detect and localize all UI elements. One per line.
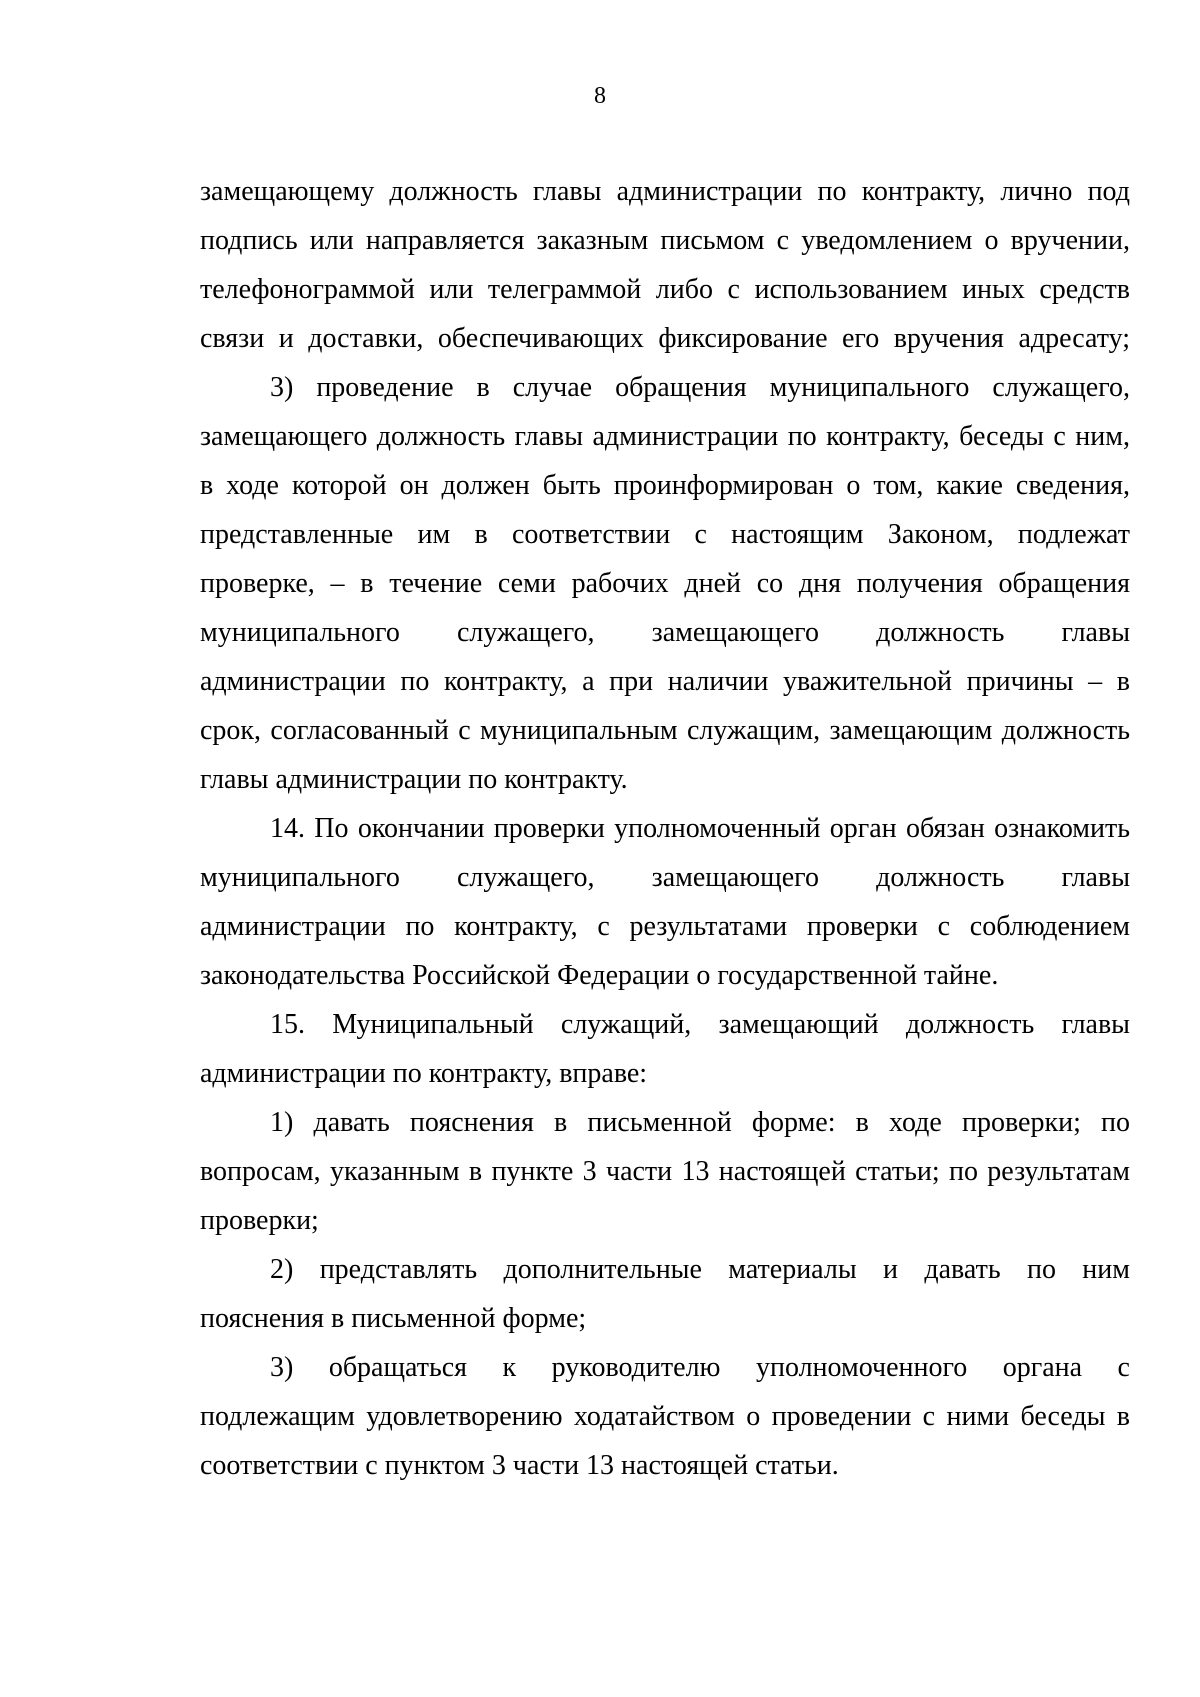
text-line: вопросам, указанным в пункте 3 части 13 настоящей статьи; по результатам	[200, 1156, 1130, 1187]
text-line: муниципального служащего, замещающего должность главы	[200, 617, 1130, 648]
text-line: телефонограммой или телеграммой либо с использованием иных средств	[200, 274, 1130, 305]
text-line: 14. По окончании проверки уполномоченный орган обязан ознакомить	[270, 813, 1130, 844]
text-line: подпись или направляется заказным письмом с уведомлением о вручении,	[200, 225, 1130, 256]
text-line: администрации по контракту, а при наличии уважительной причины – в	[200, 666, 1130, 697]
text-line: подлежащим удовлетворению ходатайством о проведении с ними беседы в	[200, 1401, 1130, 1432]
text-line: замещающего должность главы администрации по контракту, беседы с ним,	[200, 421, 1130, 452]
text-line: 15. Муниципальный служащий, замещающий должность главы	[270, 1009, 1130, 1040]
text-line: администрации по контракту, вправе:	[200, 1058, 648, 1089]
text-line: администрации по контракту, с результатами проверки с соблюдением	[200, 911, 1130, 942]
paragraph-subitem-2	[200, 1245, 1130, 1343]
text-line: пояснения в письменной форме;	[200, 1303, 587, 1334]
paragraph-section-15	[200, 1000, 1130, 1098]
text-line: законодательства Российской Федерации о государственной тайне.	[200, 960, 999, 991]
text-line: 1) давать пояснения в письменной форме: в ходе проверки; по	[270, 1107, 1130, 1138]
text-line: соответствии с пунктом 3 части 13 настоящей статьи.	[200, 1450, 839, 1481]
text-line: замещающему должность главы администрации по контракту, лично под	[200, 176, 1130, 207]
page-number: 8	[594, 83, 606, 109]
document-body	[200, 167, 1130, 1490]
text-line: проверке, – в течение семи рабочих дней со дня получения обращения	[200, 568, 1130, 599]
paragraph-section-14	[200, 804, 1130, 1000]
text-line: 3) проведение в случае обращения муниципального служащего,	[270, 372, 1130, 403]
text-line: 2) представлять дополнительные материалы и давать по ним	[270, 1254, 1130, 1285]
text-line: главы администрации по контракту.	[200, 764, 628, 795]
text-line: проверки;	[200, 1205, 319, 1236]
paragraph-continuation	[200, 167, 1130, 363]
paragraph-item-3	[200, 363, 1130, 804]
paragraph-subitem-1	[200, 1098, 1130, 1245]
text-line: в ходе которой он должен быть проинформирован о том, какие сведения,	[200, 470, 1130, 501]
text-line: связи и доставки, обеспечивающих фиксирование его вручения адресату;	[200, 323, 1130, 354]
text-line: представленные им в соответствии с настоящим Законом, подлежат	[200, 519, 1130, 550]
text-line: срок, согласованный с муниципальным служащим, замещающим должность	[200, 715, 1130, 746]
text-line: 3) обращаться к руководителю уполномоченного органа с	[270, 1352, 1130, 1383]
paragraph-subitem-3	[200, 1343, 1130, 1490]
text-line: муниципального служащего, замещающего должность главы	[200, 862, 1130, 893]
